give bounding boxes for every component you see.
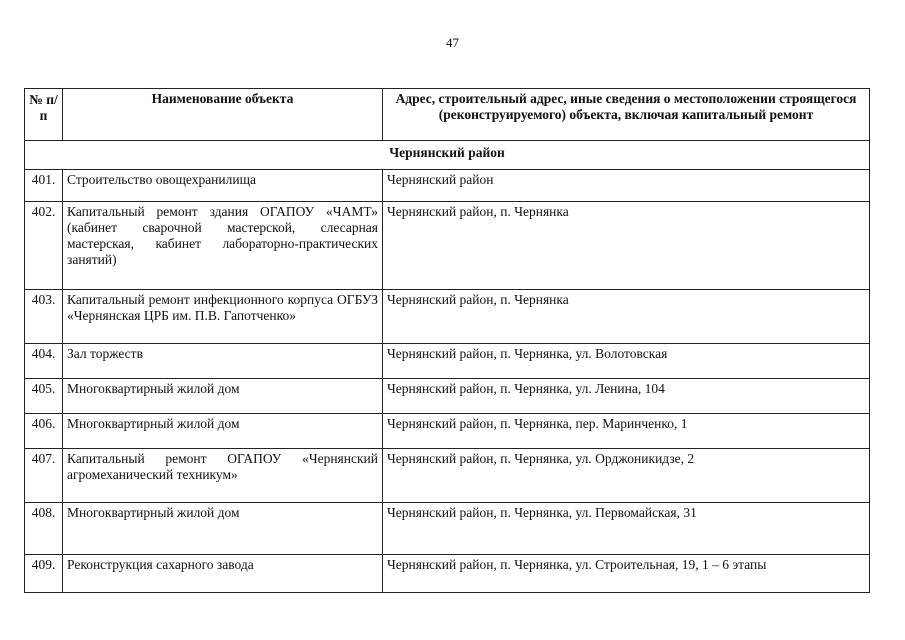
row-name: Зал торжеств [63, 344, 383, 379]
table-row [25, 449, 870, 503]
region-row [25, 141, 870, 170]
table-row [25, 290, 870, 344]
row-num: 403. [25, 290, 63, 344]
row-name: Реконструкция сахарного завода [63, 555, 383, 593]
row-num: 402. [25, 202, 63, 290]
row-num: 405. [25, 379, 63, 414]
row-name: Капитальный ремонт здания ОГАПОУ «ЧАМТ» (кабинет сварочной мастерской, слесарная мастерская, кабинет лабораторно-практических занятий) [63, 202, 383, 290]
row-num: 401. [25, 170, 63, 202]
row-name: Многоквартирный жилой дом [63, 503, 383, 555]
row-name: Капитальный ремонт ОГАПОУ «Чернянский агромеханический техникум» [63, 449, 383, 503]
row-num: 408. [25, 503, 63, 555]
row-num: 409. [25, 555, 63, 593]
row-address: Чернянский район, п. Чернянка, ул. Первомайская, 31 [383, 503, 870, 555]
table-row [25, 202, 870, 290]
row-address: Чернянский район [383, 170, 870, 202]
row-address: Чернянский район, п. Чернянка [383, 290, 870, 344]
row-name: Многоквартирный жилой дом [63, 414, 383, 449]
header-num: № п/п [25, 89, 63, 141]
row-num: 407. [25, 449, 63, 503]
row-num: 404. [25, 344, 63, 379]
header-address: Адрес, строительный адрес, иные сведения о местоположении строящегося (реконструируемого) объекта, включая капитальный ремонт [383, 89, 870, 141]
row-address: Чернянский район, п. Чернянка, пер. Маринченко, 1 [383, 414, 870, 449]
page-number: 47 [446, 35, 459, 50]
header-name: Наименование объекта [63, 89, 383, 141]
row-address: Чернянский район, п. Чернянка, ул. Строительная, 19, 1 – 6 этапы [383, 555, 870, 593]
table-row [25, 379, 870, 414]
objects-table [24, 88, 870, 593]
row-name: Строительство овощехранилища [63, 170, 383, 202]
table-row [25, 344, 870, 379]
row-num: 406. [25, 414, 63, 449]
table-row [25, 170, 870, 202]
region-title: Чернянский район [25, 141, 870, 170]
row-address: Чернянский район, п. Чернянка, ул. Орджоникидзе, 2 [383, 449, 870, 503]
table-row [25, 503, 870, 555]
row-address: Чернянский район, п. Чернянка [383, 202, 870, 290]
table-row [25, 414, 870, 449]
table-header-row [25, 89, 870, 141]
row-name: Многоквартирный жилой дом [63, 379, 383, 414]
row-address: Чернянский район, п. Чернянка, ул. Волотовская [383, 344, 870, 379]
row-name: Капитальный ремонт инфекционного корпуса ОГБУЗ «Чернянская ЦРБ им. П.В. Гапотченко» [63, 290, 383, 344]
table-row [25, 555, 870, 593]
row-address: Чернянский район, п. Чернянка, ул. Ленина, 104 [383, 379, 870, 414]
